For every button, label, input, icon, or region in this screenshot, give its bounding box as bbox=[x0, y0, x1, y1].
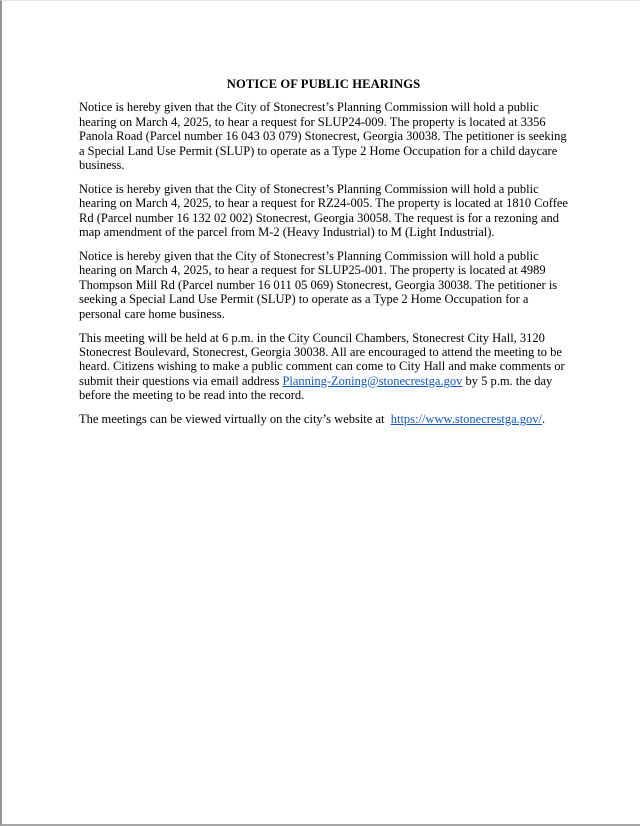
paragraph-text: by 5 p.m. the day before the meeting to be read into the record. bbox=[79, 373, 553, 403]
notice-body bbox=[79, 100, 568, 426]
page-title: NOTICE OF PUBLIC HEARINGS bbox=[226, 77, 421, 91]
paragraph-text: The meetings can be viewed virtually on the city’s website at bbox=[79, 412, 391, 427]
notice-paragraph bbox=[79, 249, 568, 321]
paragraph-text: This meeting will be held at 6 p.m. in the City Council Chambers, Stonecrest City Hall, 3120 Stonecrest Boulevard, Stonecrest, Georgia 30038. All are encouraged to attend the meeting to be heard. Citizens wishing to make a public comment can come to City Hall and make comments or submit their questions via email address bbox=[79, 330, 565, 388]
paragraph-text: . bbox=[541, 412, 546, 427]
notice-paragraph bbox=[79, 412, 568, 426]
notice-paragraph bbox=[79, 182, 568, 240]
website-link[interactable]: https://www.stonecrestga.gov/ bbox=[390, 412, 542, 427]
paragraph-text: Notice is hereby given that the City of Stonecrest’s Planning Commission will hold a public hearing on March 4, 2025, to hear a request for SLUP24-009. The property is located at 3356 Panola Road (Parcel number 16 043 03 079) Stonecrest, Georgia 30038. The petitioner is seeking a Special Land Use Permit (SLUP) to operate as a Type 2 Home Occupation for a child daycare business. bbox=[79, 100, 567, 173]
paragraph-text: Notice is hereby given that the City of Stonecrest’s Planning Commission will hold a public hearing on March 4, 2025, to hear a request for RZ24-005. The property is located at 1810 Coffee Rd (Parcel number 16 132 02 002) Stonecrest, Georgia 30058. The request is for a rezoning and map amendment of the parcel from M-2 (Heavy Industrial) to M (Light Industrial). bbox=[79, 181, 568, 240]
notice-paragraph bbox=[79, 331, 568, 403]
paragraph-text: Notice is hereby given that the City of Stonecrest’s Planning Commission will hold a public hearing on March 4, 2025, to hear a request for SLUP25-001. The property is located at 4989 Thompson Mill Rd (Parcel number 16 011 05 069) Stonecrest, Georgia 30038. The petitioner is seeking a Special Land Use Permit (SLUP) to operate as a Type 2 Home Occupation for a personal care home business. bbox=[79, 249, 558, 321]
notice-content bbox=[79, 77, 568, 436]
email-link[interactable]: Planning-Zoning@stonecrestga.gov bbox=[282, 373, 463, 388]
notice-paragraph bbox=[79, 100, 568, 172]
